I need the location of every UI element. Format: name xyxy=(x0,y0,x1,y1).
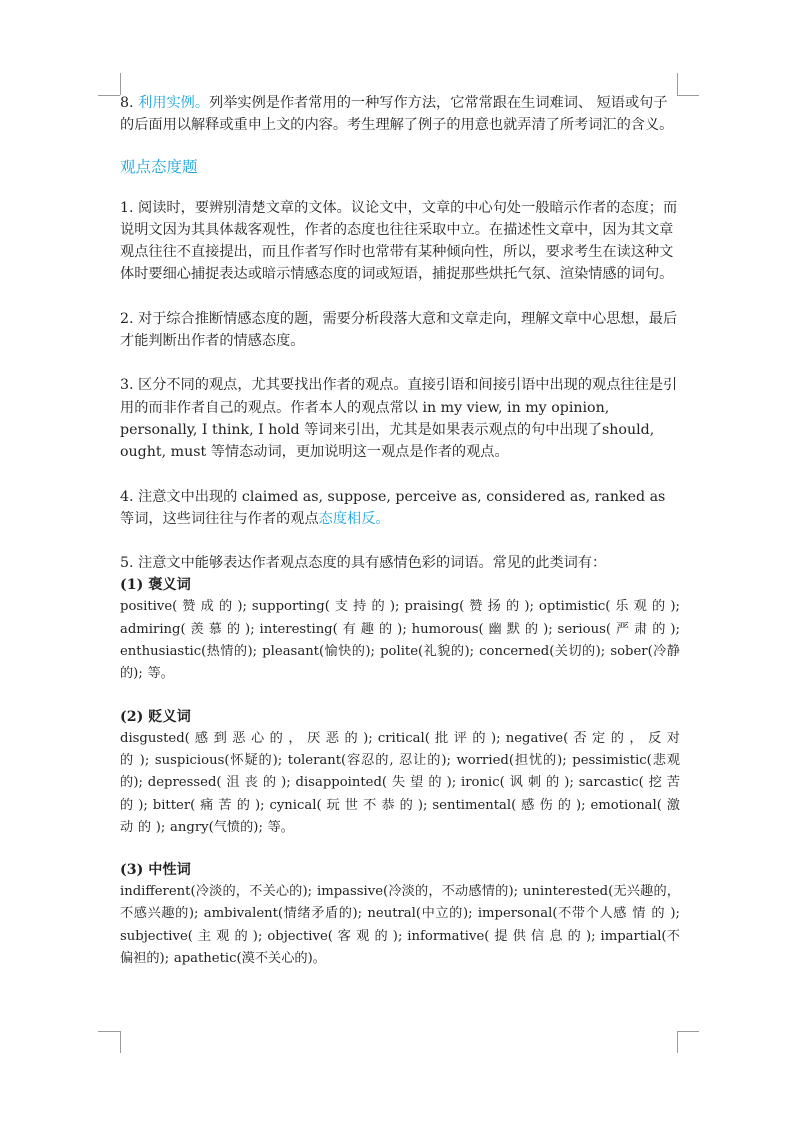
crop-mark-br-h xyxy=(677,1031,699,1032)
crop-mark-br-v xyxy=(677,1031,678,1053)
paragraph-1: 1. 阅读时，要辨别清楚文章的文体。议论文中，文章的中心句处一般暗示作者的态度；而说明文因为其具体裁客观性，作者的态度也往往采取中立。在描述性文章中，因为其文章观点往往不直接提出，而且作者写作时也常带有某种倾向性，所以，要求考生在读这种文体时要细心捕捉表达或暗示情感态度的词或短语，捕捉那些烘托气氛、渲染情感的词句。 xyxy=(120,199,678,283)
section-heading: 观点态度题 xyxy=(120,157,198,176)
crop-mark-tr-h xyxy=(677,95,699,96)
paragraph-8-text: 列举实例是作者常用的一种写作方法，它常常跟在生词难词、 短语或句子的后面用以解释或重申上文的内容。考生理解了例子的用意也就弄清了所考词汇的含义。 xyxy=(120,95,674,134)
subheading-positive: (1) 褒义词 xyxy=(120,577,191,594)
subheading-neutral: (3) 中性词 xyxy=(120,862,191,879)
paragraph-3: 3. 区分不同的观点，尤其要找出作者的观点。直接引语和间接引语中出现的观点往往是引用的而非作者自己的观点。作者本人的观点常以 in my view, in my opinion, personally, I think, I hold 等词来引出，尤其是如果表示观点的句中出现了should, ought, must 等情态动词，更加说明这一观点是作者的观点。 xyxy=(120,377,678,461)
paragraph-8-number: 8. xyxy=(120,95,134,111)
neutral-word-list: indifferent(冷淡的，不关心的); impassive(冷淡的，不动感情的); uninterested(无兴趣的，不感兴趣的); ambivalent(情绪矛盾的); neutral(中立的); impersonal(不带个人感 情 的 ); subjective( 主 观 的 ); objective( 客 观 的 ); informative( 提 供 信 息 的 ); impartial(不偏袒的); apathetic(漠不关心的)。 xyxy=(120,884,680,967)
page-content xyxy=(120,92,680,970)
crop-mark-tl-h xyxy=(98,95,120,96)
negative-word-list: disgusted( 感 到 恶 心 的 ， 厌 恶 的 ); critical( 批 评 的 ); negative( 否 定 的 ， 反 对 的 ); suspicious(怀疑的); tolerant(容忍的, 忍让的); worried(担忧的); pessimistic(悲观的); depressed( 沮 丧 的 ); disappointed( 失 望 的 ); ironic( 讽 刺 的 ); sarcastic( 挖 苦 的 ); bitter( 痛 苦 的 ); cynical( 玩 世 不 恭 的 ); sentimental( 感 伤 的 ); emotional( 激 动 的 ); angry(气愤的); 等。 xyxy=(120,730,680,835)
paragraph-4 xyxy=(120,486,680,531)
paragraph-8-highlight: 利用实例。 xyxy=(138,95,210,111)
subheading-negative: (2) 贬义词 xyxy=(120,708,191,725)
paragraph-5: 5. 注意文中能够表达作者观点态度的具有感情色彩的词语。常见的此类词有： xyxy=(120,555,607,572)
paragraph-4-highlight: 态度相反。 xyxy=(318,510,390,527)
paragraph-4-text: 4. 注意文中出现的 claimed as, suppose, perceive as, considered as, ranked as 等词，这些词往往与作者的观点 xyxy=(120,488,666,527)
crop-mark-bl-h xyxy=(98,1031,120,1032)
crop-mark-bl-v xyxy=(120,1031,121,1053)
paragraph-2: 2. 对于综合推断情感态度的题，需要分析段落大意和文章走向，理解文章中心思想，最后才能判断出作者的情感态度。 xyxy=(120,310,678,350)
paragraph-8 xyxy=(120,92,680,137)
positive-word-list: positive( 赞 成 的 ); supporting( 支 持 的 ); praising( 赞 扬 的 ); optimistic( 乐 观 的 ); admiring( 羡 慕 的 ); interesting( 有 趣 的 ); humorous( 幽 默 的 ); serious( 严 肃 的 ); enthusiastic(热情的); pleasant(愉快的); polite(礼貌的); concerned(关切的); sober(冷静的); 等。 xyxy=(120,599,680,682)
